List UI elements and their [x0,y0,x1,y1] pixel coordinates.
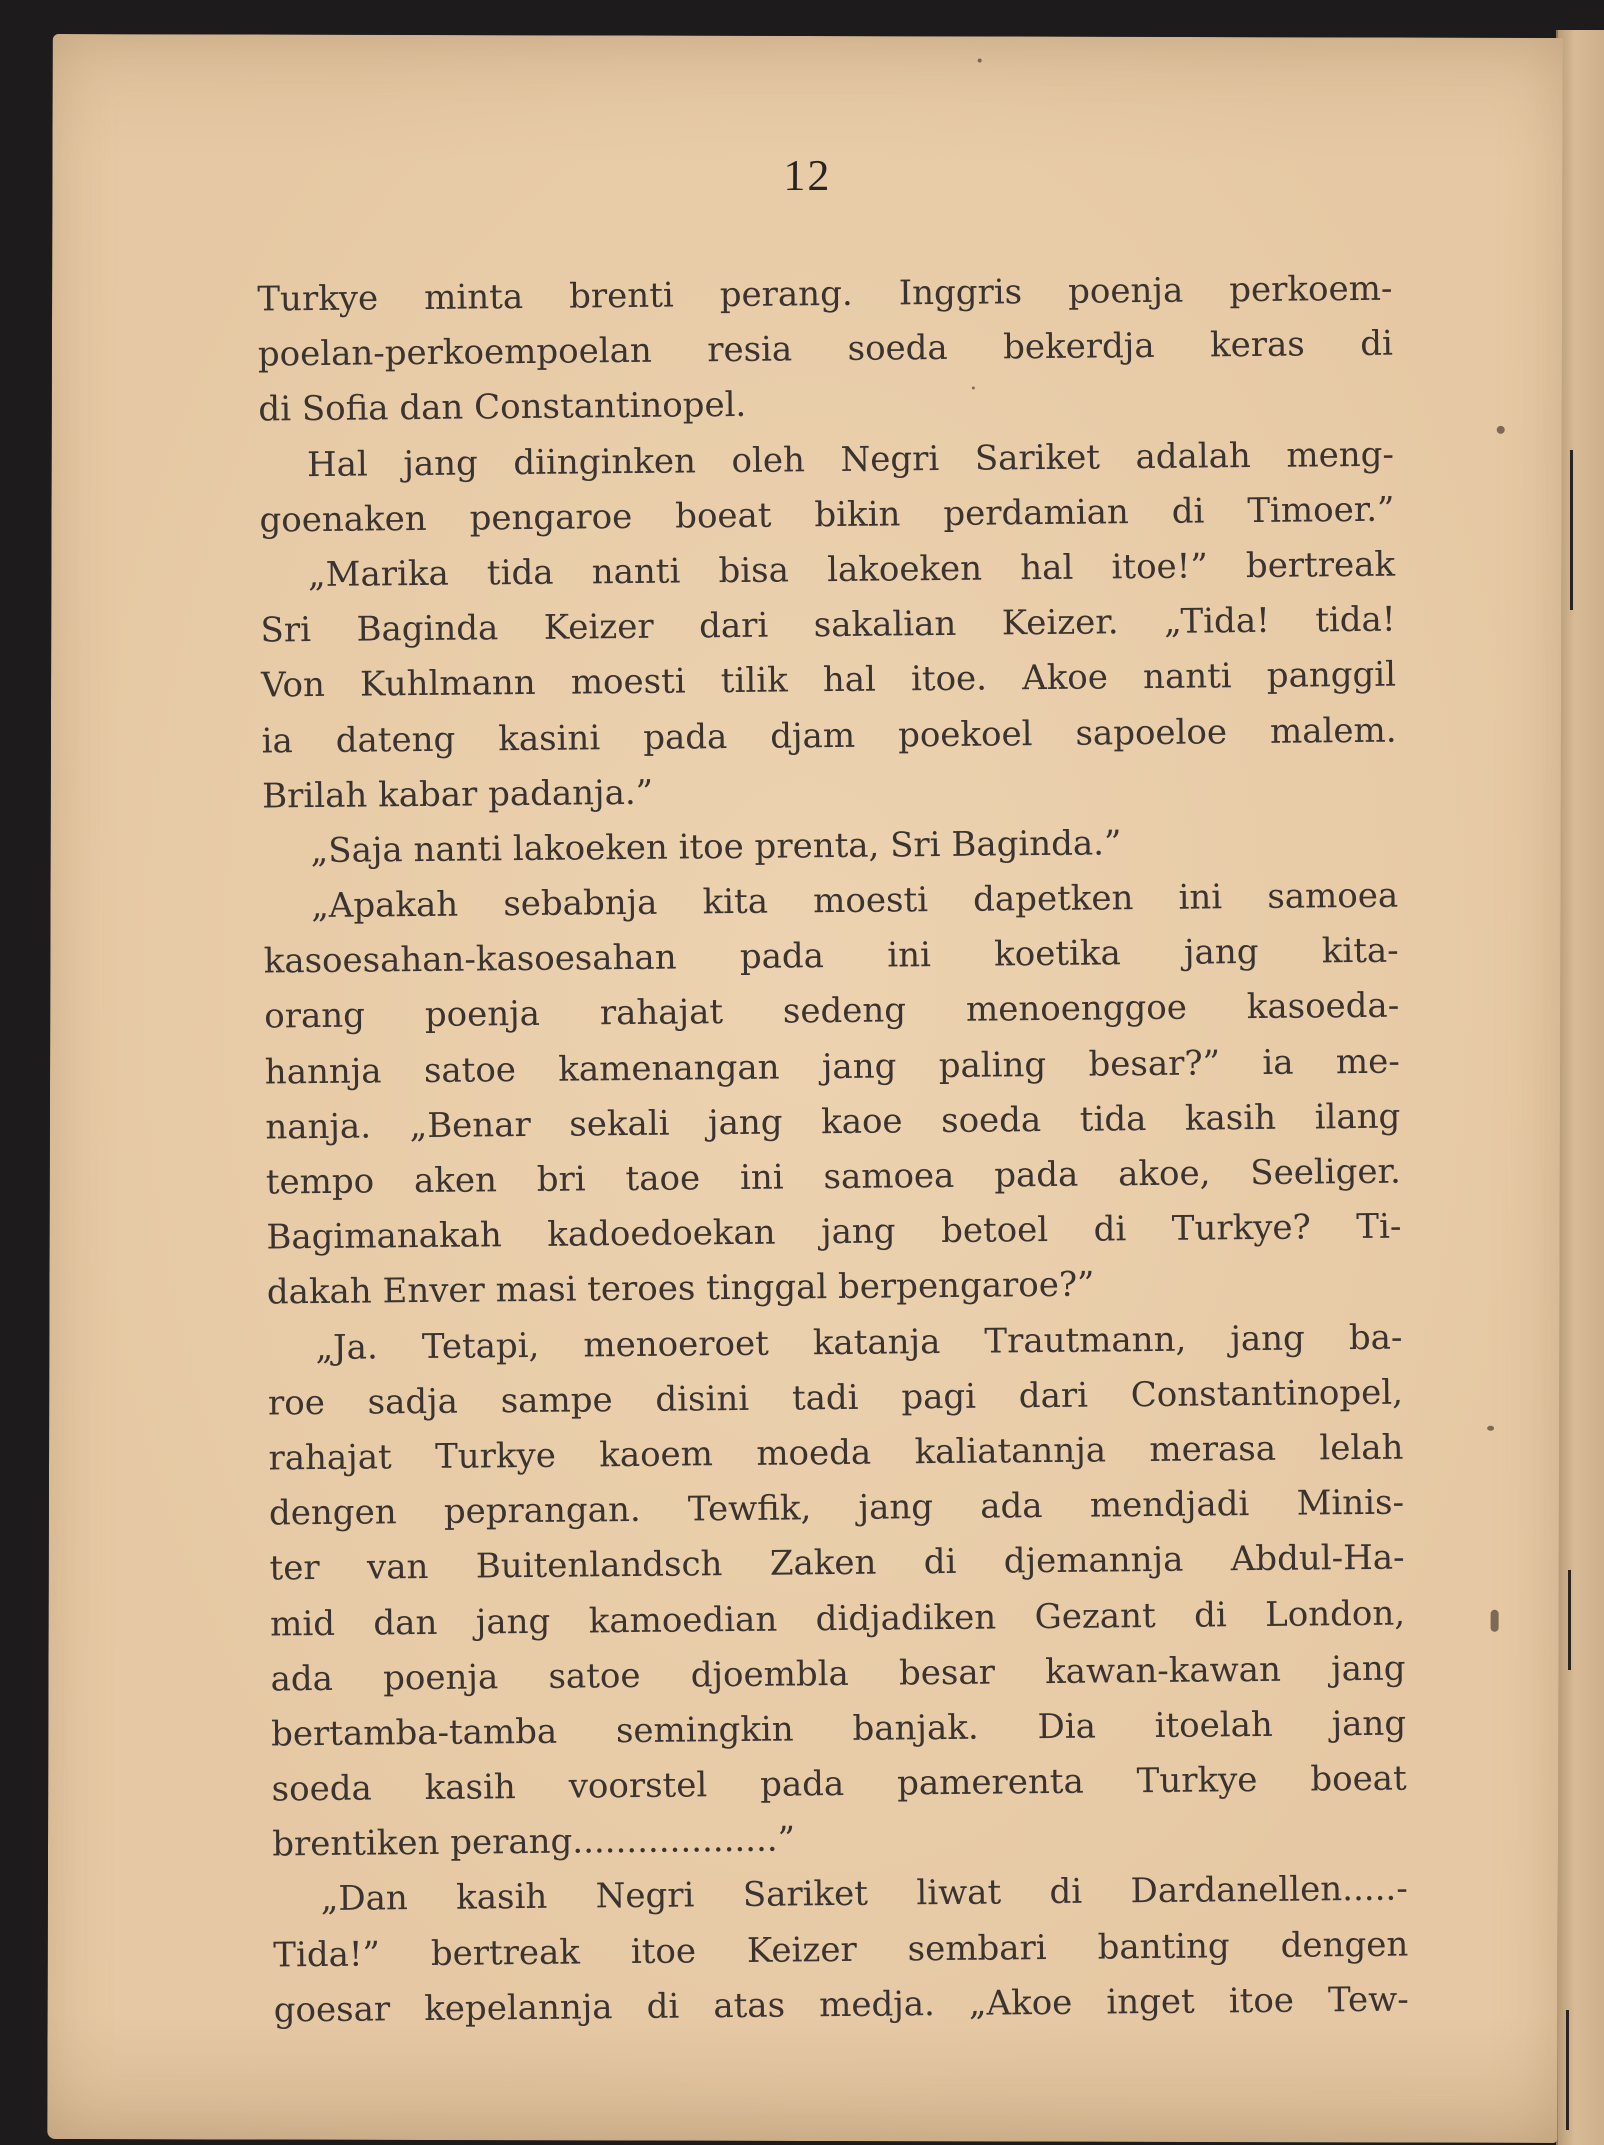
text-line: goesar kepelannja di atas medja. „Akoe inget itoe Tew- [273,1979,1409,2031]
text-line: „Ja. Tetapi, menoeroet katanja Trautmann, jang ba- [315,1317,1403,1368]
text-line: „Marika tida nanti bisa lakoeken hal itoe!” bertreak [307,544,1396,596]
edge-mark [1570,450,1573,610]
text-line: Sri Baginda Keizer dari sakalian Keizer. „Tida! tida! [260,599,1396,651]
edge-mark [1566,2010,1569,2130]
text-line: kasoesahan-kasoesahan pada ini koetika jang kita- [263,930,1399,982]
text-line: dengen peprangan. Tewfik, jang ada mendjadi Minis- [268,1482,1405,1534]
ink-speck [1487,1426,1494,1431]
ink-speck [1497,426,1505,434]
text-line: ter van Buitenlandsch Zaken di djemannja Abdul-Ha- [269,1537,1405,1589]
text-line: nanja. „Benar sekali jang kaoe soeda tida kasih ilang [265,1096,1401,1148]
body-text [257,262,1409,2039]
text-line: poelan-perkoempoelan resia soeda bekerdja keras di [257,323,1394,375]
text-line: Von Kuhlmann moesti tilik hal itoe. Akoe nanti panggil [260,654,1397,706]
text-line: ada poenja satoe djoembla besar kawan-kawan jang [270,1648,1406,1700]
text-line: Tida!” bertreak itoe Keizer sembari banting dengen [273,1924,1409,1976]
text-line: mid dan jang kamoedian didjadiken Gezant di London, [269,1593,1406,1644]
text-line: ia dateng kasini pada djam poekoel sapoeloe malem. [261,710,1397,762]
next-page-edge [1556,30,1604,2145]
text-line: brentiken perang...................” [272,1819,796,1865]
text-line: Hal jang diinginken oleh Negri Sariket adalah meng- [306,434,1395,485]
ink-speck [1491,1610,1499,1632]
ink-speck [972,386,975,389]
text-line: hannja satoe kamenangan jang paling besar?” ia me- [264,1041,1400,1093]
text-line: dakah Enver masi teroes tinggal berpengaroe?” [266,1264,1095,1313]
book-page [47,34,1563,2143]
page-number: 12 [783,150,832,201]
text-line: soeda kasih voorstel pada pamerenta Turkye boeat [271,1758,1407,1810]
text-line: „Dan kasih Negri Sariket liwat di Dardanellen.....- [320,1869,1408,1920]
text-line: Brilah kabar padanja.” [261,772,654,817]
text-line: Bagimanakah kadoedoekan jang betoel di Turkye? Ti- [266,1206,1402,1258]
text-line: Turkye minta brenti perang. Inggris poenja perkoem- [257,268,1393,320]
text-line: di Sofia dan Constantinopel. [258,385,747,430]
ink-speck [978,58,982,62]
text-line: „Apakah sebabnja kita moesti dapetken ini samoea [311,875,1399,927]
text-line: rahajat Turkye kaoem moeda kaliatannja merasa lelah [268,1427,1404,1479]
text-line: tempo aken bri taoe ini samoea pada akoe, Seeliger. [265,1151,1402,1203]
text-line: goenaken pengaroe boeat bikin perdamian di Timoer.” [259,489,1395,541]
text-line: roe sadja sampe disini tadi pagi dari Constantinopel, [267,1372,1404,1424]
edge-mark [1568,1570,1571,1670]
text-line: „Saja nanti lakoeken itoe prenta, Sri Baginda.” [310,823,1122,871]
text-line: bertamba-tamba semingkin banjak. Dia itoelah jang [270,1703,1407,1755]
text-line: orang poenja rahajat sedeng menoenggoe kasoeda- [264,986,1400,1037]
